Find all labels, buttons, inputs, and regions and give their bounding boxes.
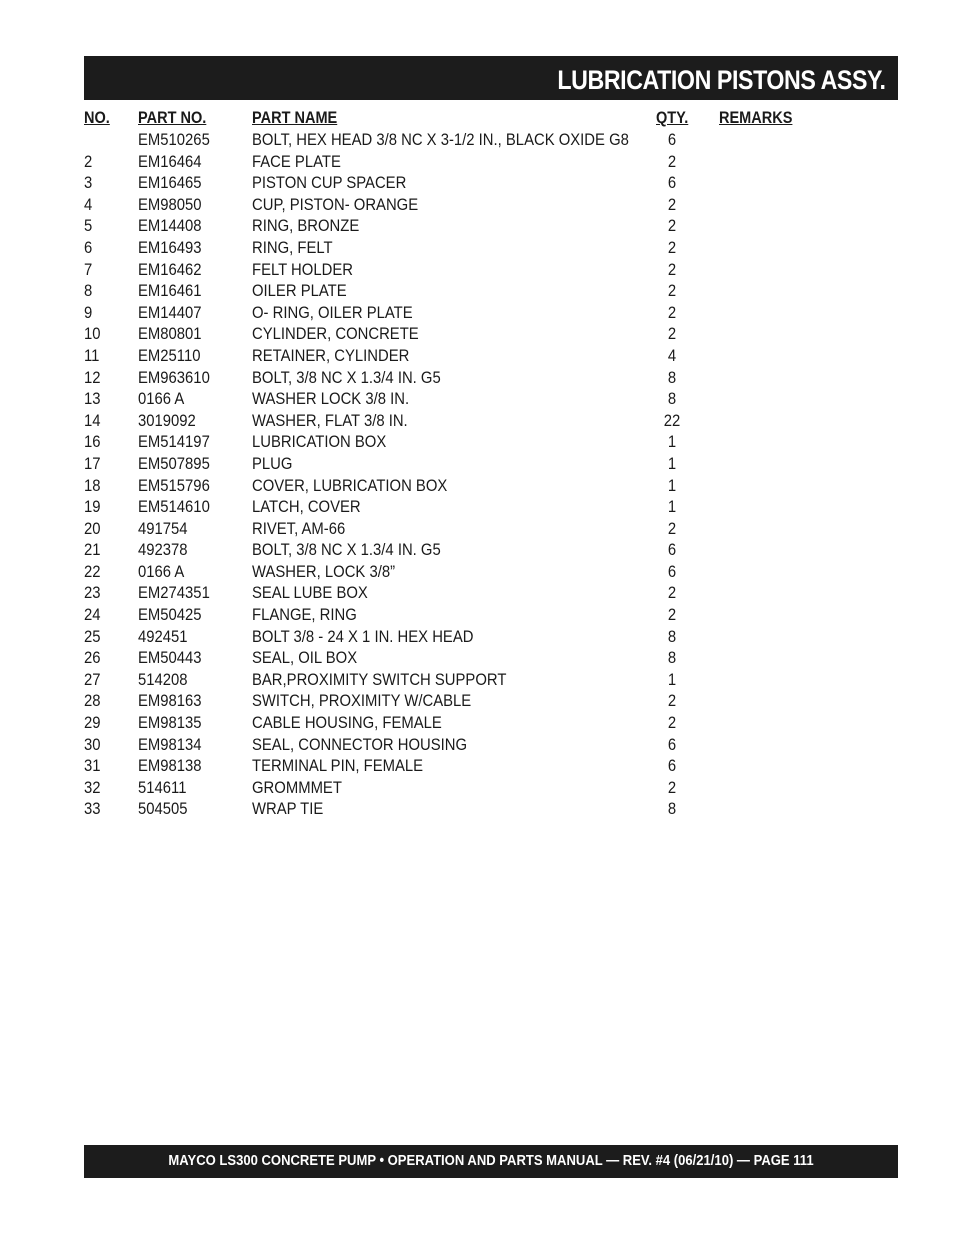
cell-qty: 6 — [667, 735, 677, 754]
cell-part-no: EM514197 — [138, 433, 210, 452]
cell-qty: 2 — [667, 692, 677, 711]
table-row — [84, 541, 898, 563]
cell-no: 25 — [84, 627, 101, 646]
table-row — [84, 584, 898, 606]
cell-no: 24 — [84, 606, 101, 625]
table-row — [84, 390, 898, 412]
cell-part-name: CABLE HOUSING, FEMALE — [252, 714, 442, 733]
cell-part-no: EM98138 — [138, 757, 202, 776]
cell-part-no: EM16464 — [138, 152, 202, 171]
table-row — [84, 520, 898, 542]
cell-qty: 2 — [667, 238, 677, 257]
cell-no: 18 — [84, 476, 101, 495]
cell-part-name: FELT HOLDER — [252, 260, 353, 279]
cell-qty: 2 — [667, 282, 677, 301]
table-row — [84, 174, 898, 196]
table-row — [84, 347, 898, 369]
cell-part-name: WASHER, LOCK 3/8” — [252, 562, 396, 581]
table-header-row — [84, 109, 898, 131]
cell-no: 32 — [84, 778, 101, 797]
cell-part-no: EM14408 — [138, 217, 202, 236]
cell-no: 33 — [84, 800, 101, 819]
cell-no: 23 — [84, 584, 101, 603]
cell-qty: 2 — [667, 606, 677, 625]
cell-part-name: WASHER, FLAT 3/8 IN. — [252, 411, 408, 430]
cell-no: 12 — [84, 368, 101, 387]
cell-qty: 2 — [667, 260, 677, 279]
col-header-part-no: PART NO. — [138, 109, 207, 127]
cell-part-name: WRAP TIE — [252, 800, 324, 819]
cell-part-no: EM50425 — [138, 606, 202, 625]
cell-part-name: RING, BRONZE — [252, 217, 360, 236]
cell-part-name: LATCH, COVER — [252, 498, 361, 517]
cell-part-name: BAR,PROXIMITY SWITCH SUPPORT — [252, 670, 507, 689]
cell-part-no: EM25110 — [138, 346, 201, 365]
table-row — [84, 800, 898, 822]
cell-no: 20 — [84, 519, 101, 538]
col-header-no: NO. — [84, 109, 110, 127]
cell-part-name: RIVET, AM-66 — [252, 519, 346, 538]
cell-no: 28 — [84, 692, 101, 711]
cell-qty: 6 — [667, 131, 677, 149]
cell-part-name: BOLT 3/8 - 24 X 1 IN. HEX HEAD — [252, 627, 474, 646]
cell-part-name: FLANGE, RING — [252, 606, 357, 625]
cell-part-name: BOLT, HEX HEAD 3/8 NC X 3-1/2 IN., BLACK OXIDE G8 — [252, 131, 629, 149]
cell-part-name: SEAL, OIL BOX — [252, 649, 358, 668]
cell-part-no: EM14407 — [138, 303, 202, 322]
table-row — [84, 477, 898, 499]
cell-qty: 6 — [667, 757, 677, 776]
cell-part-name: SWITCH, PROXIMITY W/CABLE — [252, 692, 472, 711]
cell-qty: 8 — [667, 800, 677, 819]
cell-no: 27 — [84, 670, 101, 689]
cell-part-no: EM16461 — [138, 282, 202, 301]
cell-part-name: COVER, LUBRICATION BOX — [252, 476, 448, 495]
table-row — [84, 261, 898, 283]
cell-no: 11 — [84, 346, 100, 365]
cell-part-no: EM98050 — [138, 195, 202, 214]
cell-qty: 1 — [667, 433, 677, 452]
cell-part-no: EM514610 — [138, 498, 210, 517]
footer-text: MAYCO LS300 CONCRETE PUMP • OPERATION AND PARTS MANUAL — REV. #4 (06/21/10) — PAGE 111 — [168, 1153, 814, 1169]
cell-qty: 2 — [667, 325, 677, 344]
cell-part-no: EM98134 — [138, 735, 202, 754]
cell-qty: 22 — [663, 411, 681, 430]
cell-qty: 2 — [667, 152, 677, 171]
cell-qty: 2 — [667, 584, 677, 603]
cell-part-no: 491754 — [138, 519, 188, 538]
col-header-qty: QTY. — [656, 109, 689, 127]
col-header-remarks: REMARKS — [719, 109, 793, 127]
cell-no: 16 — [84, 433, 101, 452]
cell-no: 17 — [84, 454, 101, 473]
cell-qty: 2 — [667, 217, 677, 236]
table-row — [84, 153, 898, 175]
table-row — [84, 736, 898, 758]
cell-no: 30 — [84, 735, 101, 754]
cell-part-name: CYLINDER, CONCRETE — [252, 325, 419, 344]
cell-part-no: 492378 — [138, 541, 188, 560]
cell-no: 2 — [84, 152, 93, 171]
table-row — [84, 714, 898, 736]
cell-qty: 8 — [667, 649, 677, 668]
cell-part-name: TERMINAL PIN, FEMALE — [252, 757, 424, 776]
cell-part-no: EM16493 — [138, 238, 202, 257]
table-row — [84, 217, 898, 239]
table-row — [84, 412, 898, 434]
cell-qty: 6 — [667, 562, 677, 581]
cell-part-no: EM515796 — [138, 476, 210, 495]
table-row — [84, 649, 898, 671]
cell-no: 5 — [84, 217, 93, 236]
cell-part-no: 0166 A — [138, 562, 185, 581]
cell-no: 13 — [84, 390, 101, 409]
cell-part-no: EM50443 — [138, 649, 202, 668]
cell-no: 6 — [84, 238, 93, 257]
cell-part-name: O- RING, OILER PLATE — [252, 303, 413, 322]
cell-qty: 2 — [667, 714, 677, 733]
cell-part-name: RING, FELT — [252, 238, 333, 257]
cell-part-no: 3019092 — [138, 411, 196, 430]
cell-part-name: SEAL LUBE BOX — [252, 584, 368, 603]
cell-qty: 2 — [667, 519, 677, 538]
table-row — [84, 239, 898, 261]
cell-qty: 8 — [667, 390, 677, 409]
cell-no: 8 — [84, 282, 93, 301]
cell-part-no: EM98163 — [138, 692, 202, 711]
table-row — [84, 433, 898, 455]
cell-no: 19 — [84, 498, 101, 517]
cell-no: 21 — [84, 541, 101, 560]
cell-part-no: EM16462 — [138, 260, 202, 279]
table-row — [84, 282, 898, 304]
table-row — [84, 692, 898, 714]
table-row — [84, 498, 898, 520]
cell-qty: 1 — [667, 476, 677, 495]
cell-no: 26 — [84, 649, 101, 668]
table-row — [84, 606, 898, 628]
cell-part-no: 0166 A — [138, 390, 185, 409]
cell-no: 22 — [84, 562, 101, 581]
cell-part-no: EM80801 — [138, 325, 202, 344]
cell-part-no: 504505 — [138, 800, 188, 819]
table-body — [84, 131, 898, 822]
cell-qty: 1 — [667, 498, 677, 517]
cell-qty: 6 — [667, 174, 677, 193]
col-header-part-name: PART NAME — [252, 109, 338, 127]
cell-no: 10 — [84, 325, 101, 344]
cell-qty: 6 — [667, 541, 677, 560]
cell-part-name: PLUG — [252, 454, 293, 473]
cell-no: 29 — [84, 714, 101, 733]
cell-part-name: CUP, PISTON- ORANGE — [252, 195, 419, 214]
cell-qty: 8 — [667, 368, 677, 387]
cell-no: 14 — [84, 411, 101, 430]
cell-part-no: 514208 — [138, 670, 188, 689]
table-row — [84, 325, 898, 347]
table-row — [84, 563, 898, 585]
cell-part-no: EM510265 — [138, 131, 210, 149]
cell-qty: 2 — [667, 195, 677, 214]
cell-part-no: 514611 — [138, 778, 187, 797]
cell-no: 4 — [84, 195, 93, 214]
cell-qty: 2 — [667, 778, 677, 797]
table-row — [84, 369, 898, 391]
table-row — [84, 757, 898, 779]
cell-part-name: BOLT, 3/8 NC X 1.3/4 IN. G5 — [252, 368, 441, 387]
cell-part-no: EM274351 — [138, 584, 210, 603]
table-row — [84, 671, 898, 693]
cell-qty: 1 — [667, 454, 677, 473]
cell-part-name: LUBRICATION BOX — [252, 433, 387, 452]
cell-no: 7 — [84, 260, 93, 279]
cell-no: 31 — [84, 757, 101, 776]
cell-part-name: WASHER LOCK 3/8 IN. — [252, 390, 410, 409]
cell-part-name: SEAL, CONNECTOR HOUSING — [252, 735, 468, 754]
parts-table — [84, 109, 898, 822]
table-row — [84, 628, 898, 650]
cell-qty: 2 — [667, 303, 677, 322]
page-title: LUBRICATION PISTONS ASSY. — [557, 65, 886, 95]
cell-part-no: EM98135 — [138, 714, 202, 733]
cell-part-no: EM507895 — [138, 454, 210, 473]
cell-qty: 4 — [667, 346, 677, 365]
cell-no: 3 — [84, 174, 93, 193]
table-row — [84, 304, 898, 326]
cell-part-no: 492451 — [138, 627, 188, 646]
cell-part-name: GROMMMET — [252, 778, 342, 797]
table-row — [84, 131, 898, 153]
table-row — [84, 455, 898, 477]
table-row — [84, 779, 898, 801]
cell-part-no: EM963610 — [138, 368, 210, 387]
cell-part-name: BOLT, 3/8 NC X 1.3/4 IN. G5 — [252, 541, 441, 560]
cell-part-name: PISTON CUP SPACER — [252, 174, 407, 193]
page-title-bar — [84, 56, 898, 100]
cell-qty: 8 — [667, 627, 677, 646]
footer-bar — [84, 1145, 898, 1178]
cell-part-name: OILER PLATE — [252, 282, 347, 301]
cell-part-no: EM16465 — [138, 174, 202, 193]
cell-part-name: RETAINER, CYLINDER — [252, 346, 410, 365]
cell-part-name: FACE PLATE — [252, 152, 341, 171]
table-row — [84, 196, 898, 218]
cell-qty: 1 — [667, 670, 677, 689]
cell-no: 9 — [84, 303, 93, 322]
